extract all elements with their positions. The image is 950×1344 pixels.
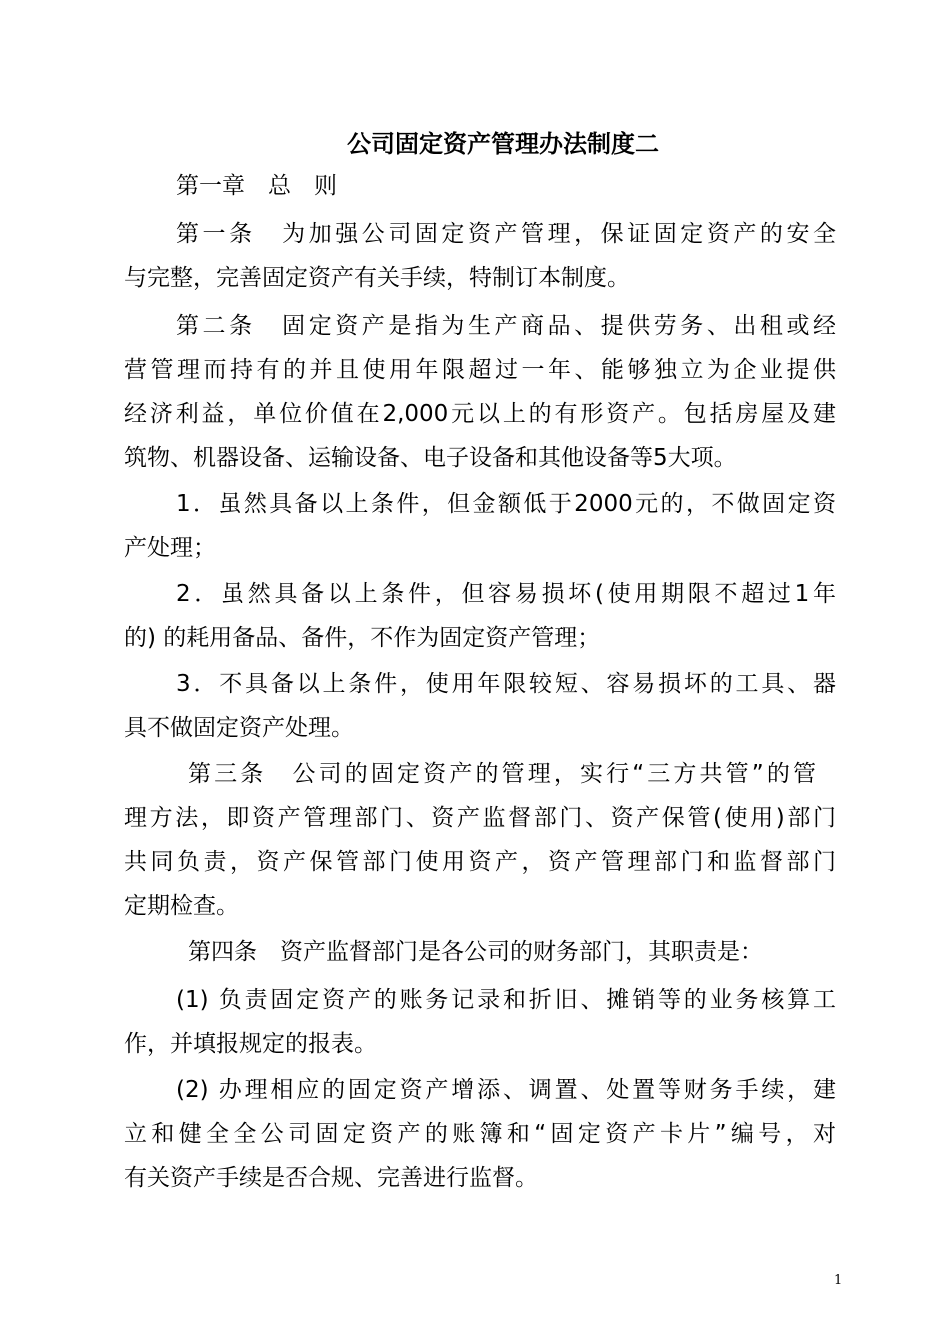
list-item-line: 产处理；	[124, 535, 216, 561]
list-item-line: 3．不具备以上条件，使用年限较短、容易损坏的工具、器	[176, 671, 836, 697]
list-item-line: 立和健全全公司固定资产的账簿和“固定资产卡片”编号，对	[124, 1121, 836, 1147]
chapter-heading: 第一章 总 则	[176, 173, 337, 199]
list-item-line: (1) 负责固定资产的账务记录和折旧、摊销等的业务核算工	[176, 987, 836, 1013]
paragraph-line: 筑物、机器设备、运输设备、电子设备和其他设备等5大项。	[124, 445, 737, 471]
paragraph-line: 共同负责，资产保管部门使用资产，资产管理部门和监督部门	[124, 849, 836, 875]
paragraph-line: 定期检查。	[124, 893, 239, 919]
paragraph-line: 经济利益，单位价值在2,000元以上的有形资产。包括房屋及建	[124, 401, 836, 427]
list-item-line: 的) 的耗用备品、备件，不作为固定资产管理；	[124, 625, 601, 651]
document-title: 公司固定资产管理办法制度二	[347, 130, 659, 158]
paragraph-line: 第四条 资产监督部门是各公司的财务部门，其职责是：	[188, 939, 763, 965]
list-item-line: 1．虽然具备以上条件，但金额低于2000元的，不做固定资	[176, 491, 836, 517]
list-item-line: 有关资产手续是否合规、完善进行监督。	[124, 1165, 538, 1191]
paragraph-line: 第二条 固定资产是指为生产商品、提供劳务、出租或经	[176, 313, 836, 339]
paragraph-line: 第一条 为加强公司固定资产管理，保证固定资产的安全	[176, 221, 836, 247]
list-item-line: 具不做固定资产处理。	[124, 715, 354, 741]
paragraph-line: 与完整，完善固定资产有关手续，特制订本制度。	[124, 265, 630, 291]
list-item-line: 2．虽然具备以上条件，但容易损坏(使用期限不超过1年	[176, 581, 836, 607]
paragraph-line: 营管理而持有的并且使用年限超过一年、能够独立为企业提供	[124, 357, 836, 383]
list-item-line: (2) 办理相应的固定资产增添、调置、处置等财务手续，建	[176, 1077, 836, 1103]
page-number: 1	[834, 1273, 843, 1288]
list-item-line: 作，并填报规定的报表。	[124, 1031, 377, 1057]
paragraph-line: 理方法，即资产管理部门、资产监督部门、资产保管(使用)部门	[124, 805, 836, 831]
paragraph-line: 第三条 公司的固定资产的管理，实行“三方共管”的管	[188, 761, 816, 787]
